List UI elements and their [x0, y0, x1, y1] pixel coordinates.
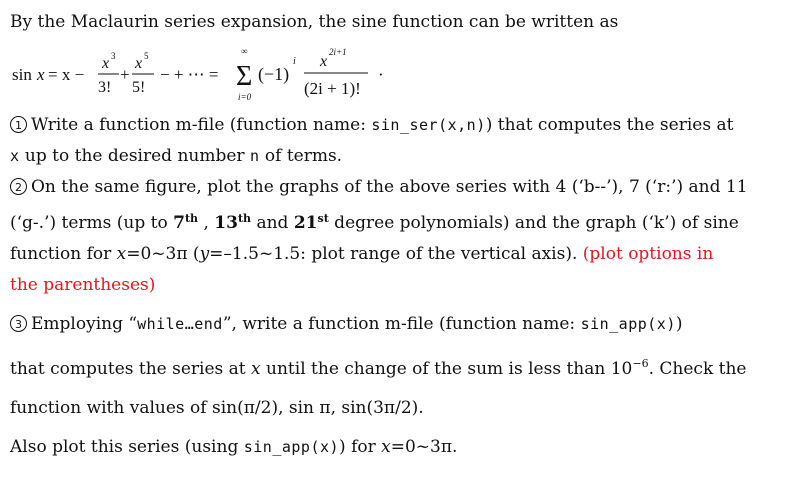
task-3-line-1: [10, 309, 776, 340]
task-3-marker: 3: [10, 315, 27, 332]
task-1-code-sin-ser: sin_ser(x,n): [371, 116, 486, 134]
task-2-ord-th-2: th: [237, 212, 252, 225]
task-3-text-2a: that computes the series at: [10, 359, 252, 379]
task-2-text-1: On the same figure, plot the graphs of the above series with 4 (‘b--’), 7 (‘r:’) and 11: [31, 177, 748, 197]
task-2-text-3b: =0~3π (: [126, 244, 200, 264]
series-num: x: [320, 53, 328, 70]
term-plus: +: [120, 65, 130, 84]
term2-num: x: [135, 55, 143, 72]
task-3-exponent: −6: [632, 357, 649, 370]
task-2-plot-options-note-a: (plot options in: [582, 244, 714, 264]
formula-tail: − + ⋯ =: [160, 65, 219, 84]
task-3-code-sin-app-2: sin_app(x): [243, 438, 340, 456]
task-3-code-while: while…end: [137, 315, 223, 333]
task-3-text-c: ): [675, 314, 683, 334]
neg-one-exp: i: [293, 56, 296, 67]
task-1-line-1: [10, 110, 776, 141]
sigma-upper: ∞: [241, 46, 248, 56]
series-num-exp: 2i+1: [329, 47, 347, 57]
task-3-text-4a: Also plot this series (using: [10, 437, 244, 457]
task-2-line-1: [10, 172, 776, 203]
task-2-text-2d: and: [251, 213, 294, 233]
task-3-text-3: function with values of sin(π/2), sin π, sin(3π/2).: [10, 398, 424, 418]
term1-den: 3!: [98, 79, 112, 96]
formula-eq-x-minus: = x −: [48, 65, 85, 84]
maclaurin-formula: [10, 42, 776, 106]
sigma-symbol: Σ: [236, 61, 253, 92]
task-2-ord-st: st: [317, 212, 329, 225]
task-2-degree-7: 7: [173, 213, 185, 233]
task-1-code-n: n: [249, 147, 260, 165]
task-2-text-2e: degree polynomials) and the graph (‘k’) of sine: [328, 213, 739, 233]
term2-den: 5!: [132, 79, 146, 96]
task-2-degree-21: 21: [293, 213, 318, 233]
task-1-text-a: Write a function m-file (function name:: [31, 115, 372, 135]
term1-exp: 3: [111, 51, 116, 61]
task-3-var-x-2: x: [381, 437, 391, 457]
task-1-line-2: [10, 141, 776, 172]
task-3-text-a: Employing “: [31, 314, 138, 334]
formula-end: ·: [378, 65, 384, 84]
task-3-line-2: [10, 348, 776, 385]
task-2-var-y: y: [199, 244, 210, 264]
task-2-text-3c: =–1.5~1.5: plot range of the vertical axis).: [209, 244, 583, 264]
task-1-marker: 1: [10, 116, 27, 133]
task-3-var-x: x: [251, 359, 261, 379]
formula-svg: [10, 42, 430, 106]
formula-lhs: sin: [12, 65, 32, 84]
task-3-text-4b: ) for: [339, 437, 382, 457]
task-2-marker: 2: [10, 178, 27, 195]
task-1-text-b: ) that computes the series at: [485, 115, 734, 135]
task-2-text-3a: function for: [10, 244, 117, 264]
task-2-text-2a: (‘g-.’) terms (up to: [10, 213, 174, 233]
task-2-degree-13: 13: [214, 213, 238, 233]
task-3-text-4c: =0~3π.: [390, 437, 458, 457]
term2-exp: 5: [144, 51, 149, 61]
task-1-text-c: up to the desired number: [19, 146, 250, 166]
task-2-text-2c: ,: [198, 213, 215, 233]
task-3-text-2b: until the change of the sum is less than 10: [260, 359, 633, 379]
task-2-ord-th-1: th: [184, 212, 199, 225]
task-3-code-sin-app: sin_app(x): [580, 315, 676, 333]
formula-lhs-x: x: [37, 65, 45, 84]
task-1-text-d: of terms.: [259, 146, 343, 166]
task-2-plot-options-note-b: the parentheses): [10, 275, 156, 295]
task-2-line-4: [10, 270, 776, 301]
series-den: (2i + 1)!: [304, 79, 361, 98]
task-3-line-3: [10, 393, 776, 424]
task-3-text-b: ”, write a function m-file (function name:: [222, 314, 581, 334]
sigma-lower: i=0: [238, 92, 252, 102]
task-2-line-3: [10, 239, 776, 270]
task-3-text-2c: . Check the: [648, 359, 747, 379]
neg-one: (−1): [258, 64, 290, 84]
intro-text: By the Maclaurin series expansion, the sine function can be written as: [10, 12, 619, 32]
term1-num: x: [102, 55, 110, 72]
task-2-var-x: x: [116, 244, 127, 264]
task-2-line-2: [10, 203, 776, 239]
task-1-code-x: x: [10, 147, 20, 165]
task-3-line-4: [10, 432, 776, 463]
